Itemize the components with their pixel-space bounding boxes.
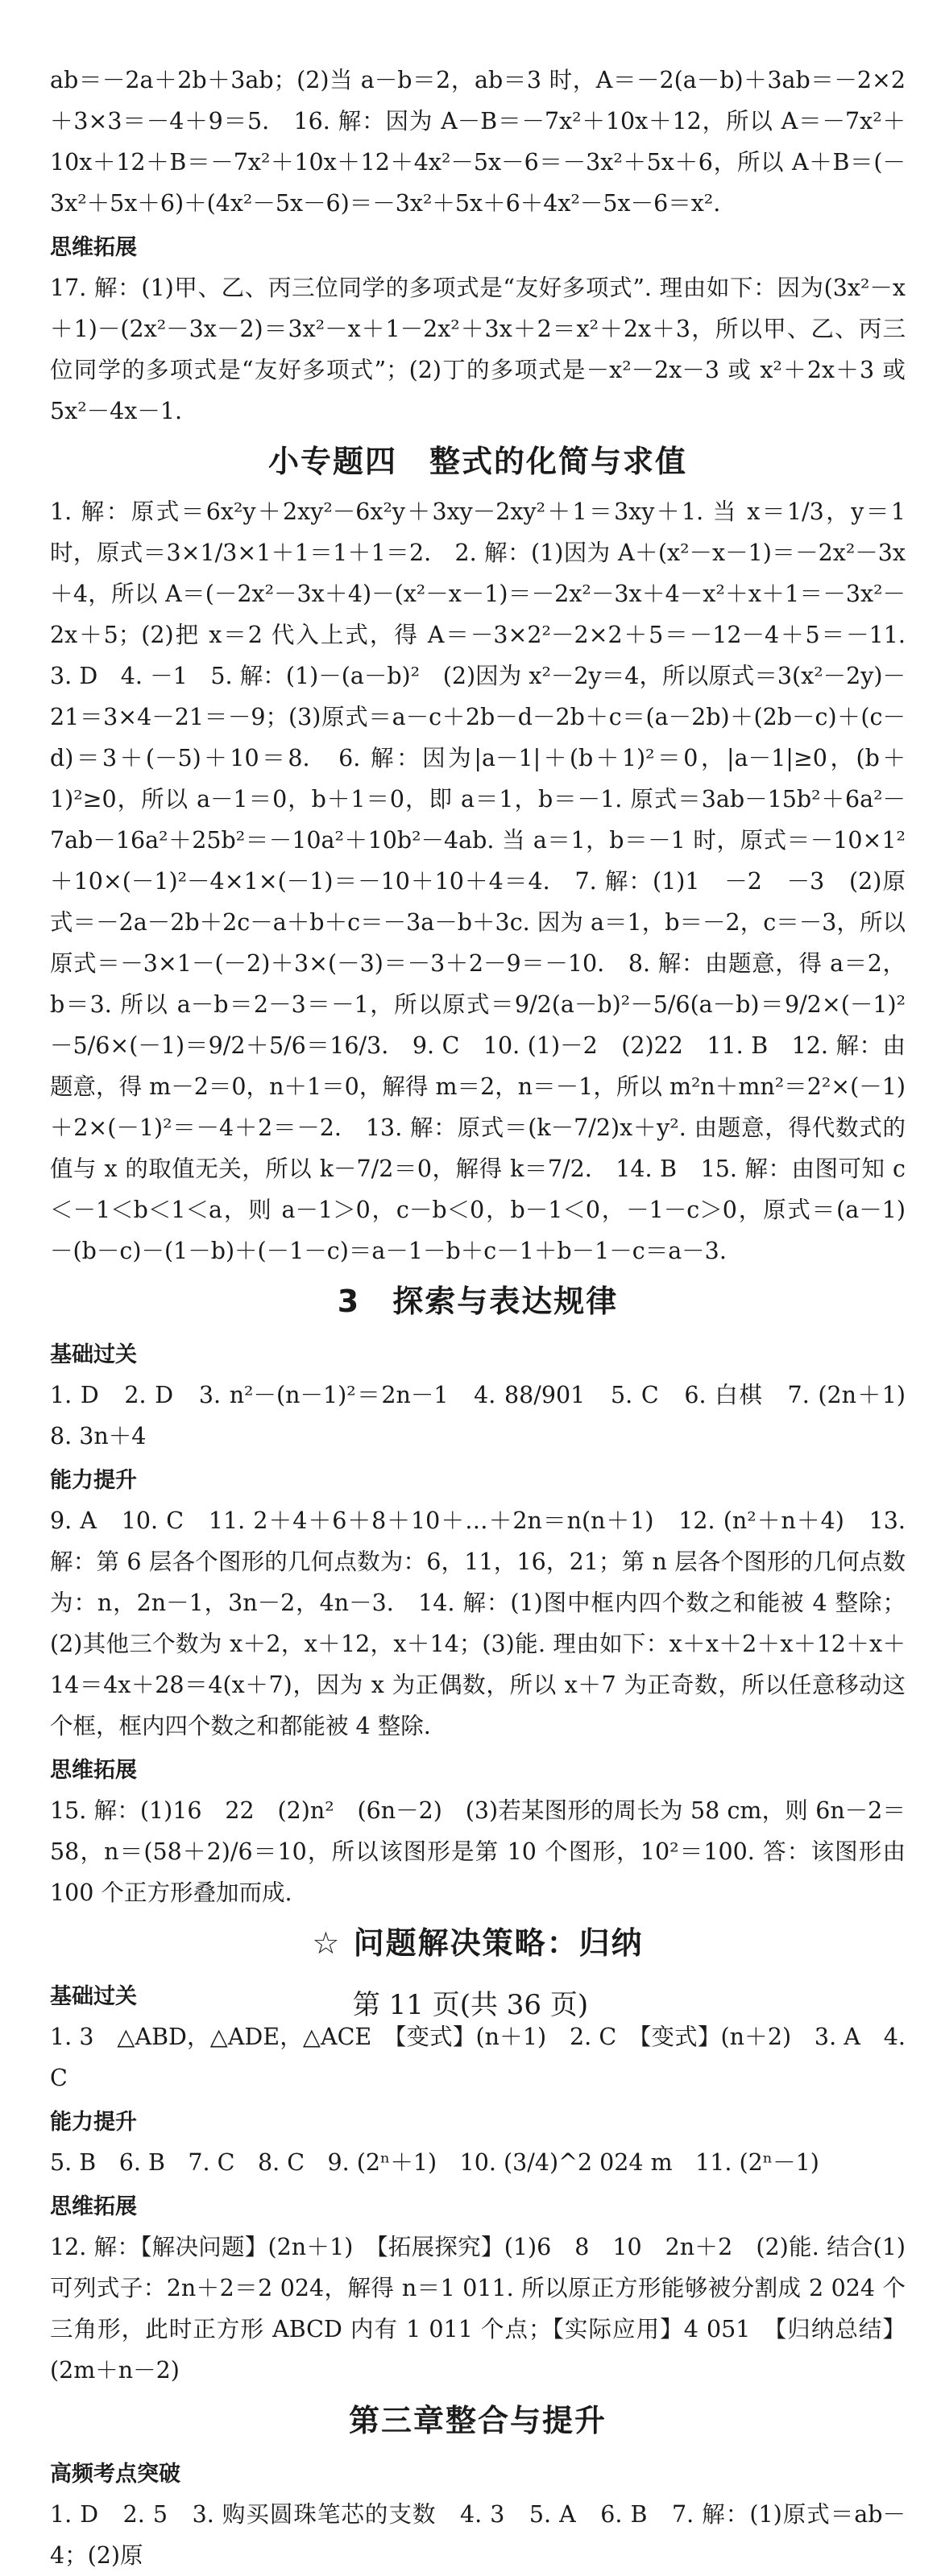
- answer-paragraph: 17. 解：(1)甲、乙、丙三位同学的多项式是“友好多项式”. 理由如下：因为(3x²－x＋1)－(2x²－3x－2)＝3x²－x＋1－2x²＋3x＋2＝x²＋2x＋3，所以甲、乙、丙三位同学的多项式是“友好多项式”；(2)丁的多项式是－x²－2x－3 或 x²＋2x＋3 或 5x²－4x－1.: [50, 275, 906, 424]
- answer-paragraph: 9. A 10. C 11. 2＋4＋6＋8＋10＋…＋2n＝n(n＋1) 12. (n²＋n＋4) 13. 解：第 6 层各个图形的几何点数为：6，11，16，21；第 n 层各个图形的几何点数为：n，2n－1，3n－2，4n－3. 14. 解：(1)图中框内四个数之和能被 4 整除；(2)其他三个数为 x＋2，x＋12，x＋14；(3)能. 理由如下：x＋x＋2＋x＋12＋x＋14＝4x＋28＝4(x＋7)，因为 x 为正偶数，所以 x＋7 为正奇数，所以任意移动这个框，框内四个数之和都能被 4 整除.: [50, 1507, 906, 1739]
- page-number: 第 11 页(共 36 页): [352, 1989, 589, 2021]
- answer-paragraph: 5. B 6. B 7. C 8. C 9. (2ⁿ＋1) 10. (3/4)^2 024 m 11. (2ⁿ－1): [50, 2149, 819, 2176]
- subsection-heading: 思维拓展: [50, 1758, 137, 1783]
- answer-paragraph: ab＝－2a＋2b＋3ab；(2)当 a－b＝2，ab＝3 时，A＝－2(a－b)＋3ab＝－2×2＋3×3＝－4＋9＝5. 16. 解：因为 A－B＝－7x²＋10x＋12，所以 A＝－7x²＋10x＋12＋B＝－7x²＋10x＋12＋4x²－5x－6＝－3x²＋5x＋6，所以 A＋B＝(－3x²＋5x＋6)＋(4x²－5x－6)＝－3x²＋5x＋6＋4x²－5x－6＝x².: [50, 67, 906, 217]
- subsection-heading: 基础过关: [50, 1984, 137, 2009]
- page-content: [50, 60, 929, 2576]
- subsection-heading: 思维拓展: [50, 235, 137, 260]
- answer-paragraph: 1. 解：原式＝6x²y＋2xy²－6x²y＋3xy－2xy²＋1＝3xy＋1. 当 x＝1/3，y＝1 时，原式＝3×1/3×1＋1＝1＋1＝2. 2. 解：(1)因为 A＋(x²－x－1)＝－2x²－3x＋4，所以 A＝(－2x²－3x＋4)－(x²－x－1)＝－2x²－3x＋4－x²＋x＋1＝－3x²－2x＋5；(2)把 x＝2 代入上式，得 A＝－3×2²－2×2＋5＝－12－4＋5＝－11. 3. D 4. －1 5. 解：(1)－(a－b)² (2)因为 x²－2y＝4，所以原式＝3(x²－2y)－21＝3×4－21＝－9；(3)原式＝a－c＋2b－d－2b＋c＝(a－2b)＋(2b－c)＋(c－d)＝3＋(－5)＋10＝8. 6. 解：因为|a－1|＋(b＋1)²＝0，|a－1|≥0，(b＋1)²≥0，所以 a－1＝0，b＋1＝0，即 a＝1，b＝－1. 原式＝3ab－15b²＋6a²－7ab－16a²＋25b²＝－10a²＋10b²－4ab. 当 a＝1，b＝－1 时，原式＝－10×1²＋10×(－1)²－4×1×(－1)＝－10＋10＋4＝4. 7. 解：(1)1 －2 －3 (2)原式＝－2a－2b＋2c－a＋b＋c＝－3a－b＋3c. 因为 a＝1，b＝－2，c＝－3，所以原式＝－3×1－(－2)＋3×(－3)＝－3＋2－9＝－10. 8. 解：由题意，得 a＝2，b＝3. 所以 a－b＝2－3＝－1，所以原式＝9/2(a－b)²－5/6(a－b)＝9/2×(－1)²－5/6×(－1)＝9/2＋5/6＝16/3. 9. C 10. (1)－2 (2)22 11. B 12. 解：由题意，得 m－2＝0，n＋1＝0，解得 m＝2，n＝－1，所以 m²n＋mn²＝2²×(－1)＋2×(－1)²＝－4＋2＝－2. 13. 解：原式＝(k－7/2)x＋y². 由题意，得代数式的值与 x 的取值无关，所以 k－7/2＝0，解得 k＝7/2. 14. B 15. 解：由图可知 c＜－1＜b＜1＜a，则 a－1＞0，c－b＜0，b－1＜0，－1－c＞0，原式＝(a－1)－(b－c)－(1－b)＋(－1－c)＝a－1－b＋c－1＋b－1－c＝a－3.: [50, 498, 929, 1264]
- answer-paragraph: 1. D 2. 5 3. 购买圆珠笔芯的支数 4. 3 5. A 6. B 7. 解：(1)原式＝ab－4；(2)原: [50, 2501, 906, 2569]
- section-heading: ☆ 问题解决策略：归纳: [312, 1925, 644, 1961]
- subsection-heading: 能力提升: [50, 1468, 137, 1493]
- section-heading: 第三章整合与提升: [348, 2403, 607, 2438]
- subsection-heading: 思维拓展: [50, 2194, 137, 2219]
- answer-paragraph: 15. 解：(1)16 22 (2)n² (6n－2) (3)若某图形的周长为 58 cm，则 6n－2＝58，n＝(58＋2)/6＝10，所以该图形是第 10 个图形，10²＝100. 答：该图形由 100 个正方形叠加而成.: [50, 1797, 906, 1906]
- subsection-heading: 能力提升: [50, 2110, 137, 2135]
- answer-paragraph: 12. 解：【解决问题】(2n＋1) 【拓展探究】(1)6 8 10 2n＋2 (2)能. 结合(1)可列式子：2n＋2＝2 024，解得 n＝1 011. 所以原正方形能够被分割成 2 024 个三角形，此时正方形 ABCD 内有 1 011 个点；【实际应用】4 051 【归纳总结】(2m＋n－2): [50, 2234, 906, 2384]
- subsection-heading: 基础过关: [50, 1342, 137, 1367]
- subsection-heading: 高频考点突破: [50, 2462, 180, 2487]
- answer-paragraph: 1. D 2. D 3. n²－(n－1)²＝2n－1 4. 88/901 5. C 6. 白棋 7. (2n＋1) 8. 3n＋4: [50, 1382, 929, 1449]
- section-heading: 小专题四 整式的化简与求值: [267, 444, 687, 479]
- answer-paragraph: 1. 3 △ABD，△ADE，△ACE 【变式】(n＋1) 2. C 【变式】(n＋2) 3. A 4. C: [50, 2024, 906, 2091]
- section-heading: 3 探索与表达规律: [337, 1284, 619, 1319]
